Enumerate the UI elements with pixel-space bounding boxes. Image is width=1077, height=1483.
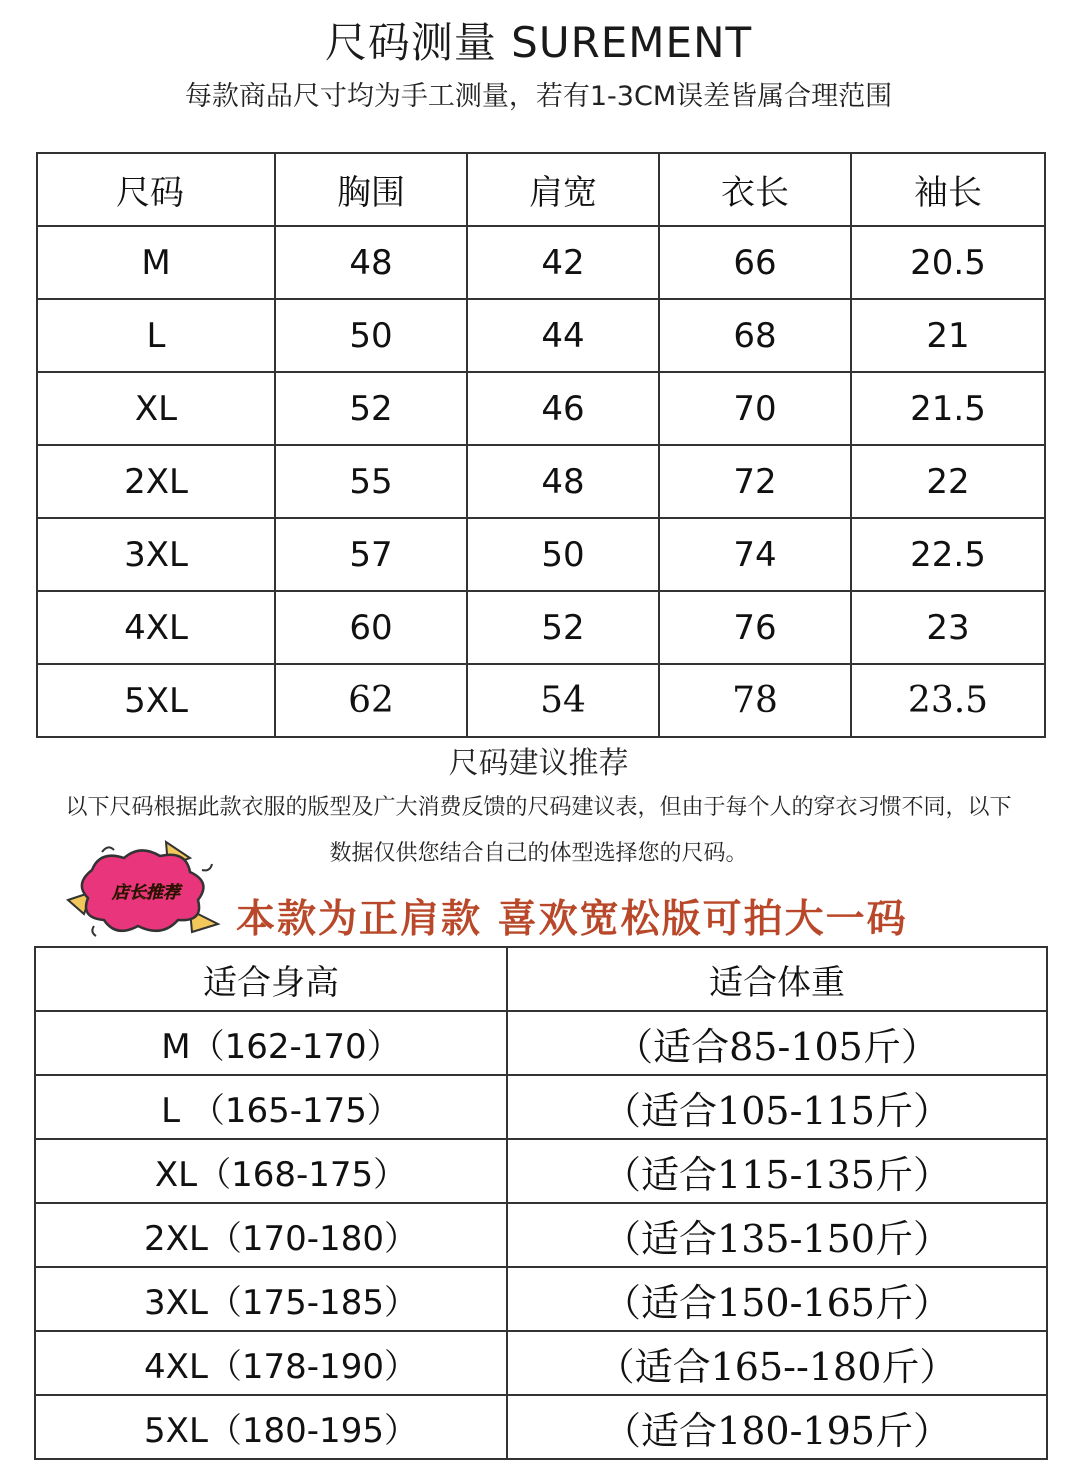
page-title: 尺码测量 SUREMENT	[324, 18, 753, 67]
height-cell: L （165-175）	[35, 1075, 507, 1139]
promo-text: 本款为正肩款 喜欢宽松版可拍大一码	[236, 897, 908, 942]
badge-label: 店长推荐	[112, 883, 180, 903]
table-header-row	[35, 947, 1047, 1011]
column-header-chest: 胸围	[275, 153, 467, 226]
fit-recommendation-table	[34, 946, 1048, 1460]
table-row	[35, 1267, 1047, 1331]
length-cell: 76	[659, 591, 851, 664]
table-row	[37, 299, 1045, 372]
size-cell: 5XL	[37, 664, 275, 737]
size-measurement-table	[36, 152, 1046, 738]
height-cell: 3XL（175-185）	[35, 1267, 507, 1331]
column-header-sleeve: 袖长	[851, 153, 1045, 226]
length-cell: 78	[659, 664, 851, 737]
column-header-length: 衣长	[659, 153, 851, 226]
sleeve-cell: 20.5	[851, 226, 1045, 299]
shoulder-cell: 50	[467, 518, 659, 591]
column-header-shoulder: 肩宽	[467, 153, 659, 226]
table-row	[35, 1395, 1047, 1459]
column-header-size: 尺码	[37, 153, 275, 226]
length-cell: 68	[659, 299, 851, 372]
table-row	[35, 1331, 1047, 1395]
weight-cell: （适合85-105斤）	[507, 1011, 1047, 1075]
recommend-note-line1: 以下尺码根据此款衣服的版型及广大消费反馈的尺码建议表，但由于每个人的穿衣习惯不同，以下	[65, 795, 1012, 820]
size-cell: L	[37, 299, 275, 372]
chest-cell: 62	[275, 664, 467, 737]
column-header-height: 适合身高	[35, 947, 507, 1011]
sleeve-cell: 22.5	[851, 518, 1045, 591]
weight-cell: （适合105-115斤）	[507, 1075, 1047, 1139]
table-row	[35, 1075, 1047, 1139]
shoulder-cell: 42	[467, 226, 659, 299]
recommend-note-line2: 数据仅供您结合自己的体型选择您的尺码。	[329, 841, 748, 866]
shoulder-cell: 44	[467, 299, 659, 372]
height-cell: 4XL（178-190）	[35, 1331, 507, 1395]
table-row	[37, 226, 1045, 299]
chest-cell: 50	[275, 299, 467, 372]
size-cell: 3XL	[37, 518, 275, 591]
sleeve-cell: 21.5	[851, 372, 1045, 445]
table-row	[37, 372, 1045, 445]
height-cell: 5XL（180-195）	[35, 1395, 507, 1459]
table-row	[37, 518, 1045, 591]
column-header-weight: 适合体重	[507, 947, 1047, 1011]
size-cell: 2XL	[37, 445, 275, 518]
weight-cell: （适合115-135斤）	[507, 1139, 1047, 1203]
weight-cell: （适合135-150斤）	[507, 1203, 1047, 1267]
length-cell: 72	[659, 445, 851, 518]
table-row	[35, 1139, 1047, 1203]
sleeve-cell: 21	[851, 299, 1045, 372]
weight-cell: （适合165--180斤）	[507, 1331, 1047, 1395]
length-cell: 66	[659, 226, 851, 299]
sleeve-cell: 23	[851, 591, 1045, 664]
chest-cell: 52	[275, 372, 467, 445]
table-row	[37, 664, 1045, 737]
chest-cell: 55	[275, 445, 467, 518]
chest-cell: 60	[275, 591, 467, 664]
table-header-row	[37, 153, 1045, 226]
size-cell: XL	[37, 372, 275, 445]
length-cell: 74	[659, 518, 851, 591]
height-cell: XL（168-175）	[35, 1139, 507, 1203]
page-subtitle: 每款商品尺寸均为手工测量，若有1-3CM误差皆属合理范围	[184, 81, 893, 112]
sleeve-cell: 22	[851, 445, 1045, 518]
table-row	[35, 1203, 1047, 1267]
height-cell: 2XL（170-180）	[35, 1203, 507, 1267]
weight-cell: （适合150-165斤）	[507, 1267, 1047, 1331]
sleeve-cell: 23.5	[851, 664, 1045, 737]
table-row	[37, 445, 1045, 518]
chest-cell: 57	[275, 518, 467, 591]
weight-cell: （适合180-195斤）	[507, 1395, 1047, 1459]
recommend-title: 尺码建议推荐	[448, 746, 629, 781]
size-cell: 4XL	[37, 591, 275, 664]
chest-cell: 48	[275, 226, 467, 299]
table-row	[35, 1011, 1047, 1075]
size-cell: M	[37, 226, 275, 299]
shoulder-cell: 48	[467, 445, 659, 518]
shoulder-cell: 54	[467, 664, 659, 737]
table-row	[37, 591, 1045, 664]
length-cell: 70	[659, 372, 851, 445]
shoulder-cell: 46	[467, 372, 659, 445]
shoulder-cell: 52	[467, 591, 659, 664]
height-cell: M（162-170）	[35, 1011, 507, 1075]
